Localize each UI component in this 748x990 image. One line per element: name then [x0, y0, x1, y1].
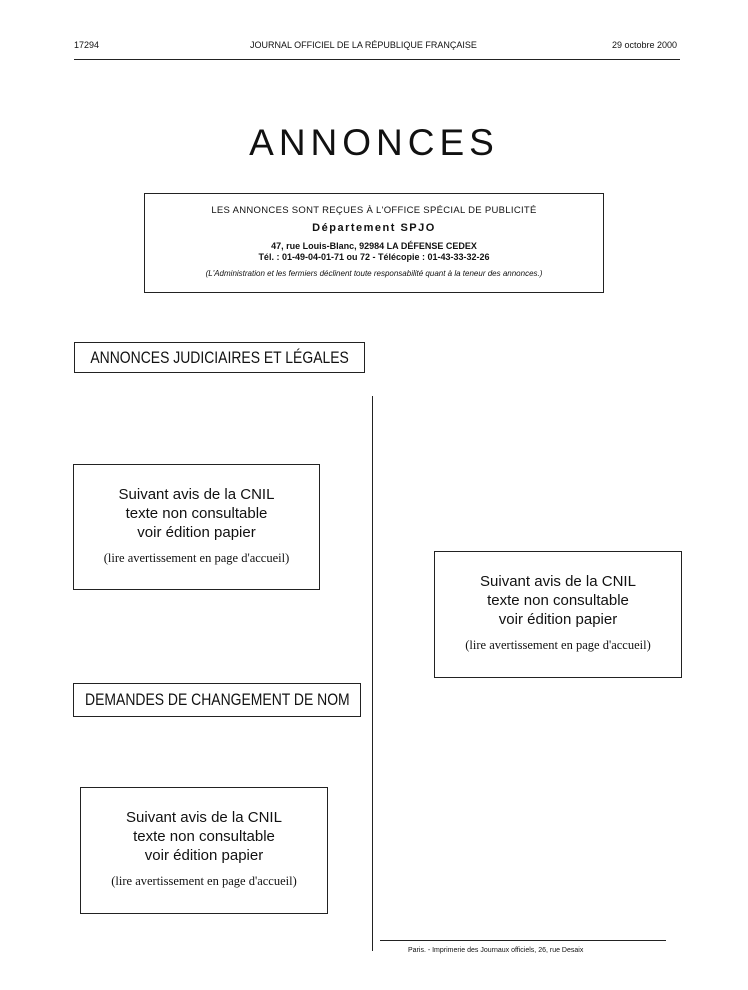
cnil-notice-1-line2: texte non consultable: [125, 505, 268, 522]
column-divider: [372, 396, 373, 951]
cnil-notice-2-note: (lire avertissement en page d'accueil): [465, 638, 651, 652]
info-phones: Tél. : 01-49-04-01-71 ou 72 - Télécopie : 01-43-33-32-26: [258, 252, 490, 262]
printer-imprint: Paris. - Imprimerie des Journaux officiels, 26, rue Desaix: [408, 947, 584, 954]
info-department: Département SPJO: [312, 222, 436, 234]
page-title: ANNONCES: [249, 122, 499, 163]
cnil-notice-1-note: (lire avertissement en page d'accueil): [103, 551, 290, 565]
info-line-reception: LES ANNONCES SONT REÇUES À L'OFFICE SPÉCIAL DE PUBLICITÉ: [211, 205, 537, 216]
cnil-notice-3-line2: texte non consultable: [133, 828, 275, 845]
cnil-notice-3-line1: Suivant avis de la CNIL: [126, 809, 282, 826]
info-disclaimer: (L'Administration et les fermiers déclinent toute responsabilité quant à la teneur des annonces.): [205, 269, 543, 278]
cnil-notice-2-line1: Suivant avis de la CNIL: [480, 573, 636, 590]
section-heading-judiciaires: [74, 342, 365, 373]
section-heading-judiciaires-label: ANNONCES JUDICIAIRES ET LÉGALES: [90, 347, 349, 367]
cnil-notice-3-note: (lire avertissement en page d'accueil): [111, 874, 297, 888]
footer-rule: [380, 940, 666, 941]
info-box: [144, 193, 604, 293]
cnil-notice-3: [80, 787, 328, 914]
cnil-notice-3-line3: voir édition papier: [144, 847, 264, 864]
issue-date: 29 octobre 2000: [612, 40, 678, 50]
cnil-notice-2-line3: voir édition papier: [498, 611, 618, 628]
section-heading-changement-nom: [73, 683, 361, 717]
journal-title: JOURNAL OFFICIEL DE LA RÉPUBLIQUE FRANÇAISE: [250, 40, 477, 50]
cnil-notice-2-line2: texte non consultable: [487, 592, 629, 609]
cnil-notice-1: [73, 464, 320, 590]
cnil-notice-2: [434, 551, 682, 678]
info-address: 47, rue Louis-Blanc, 92984 LA DÉFENSE CEDEX: [271, 241, 477, 251]
header-rule: [74, 59, 680, 60]
page-number: 17294: [74, 40, 100, 50]
section-heading-changement-nom-label: DEMANDES DE CHANGEMENT DE NOM: [84, 690, 350, 709]
cnil-notice-1-line3: voir édition papier: [137, 524, 256, 541]
cnil-notice-1-line1: Suivant avis de la CNIL: [118, 486, 275, 503]
